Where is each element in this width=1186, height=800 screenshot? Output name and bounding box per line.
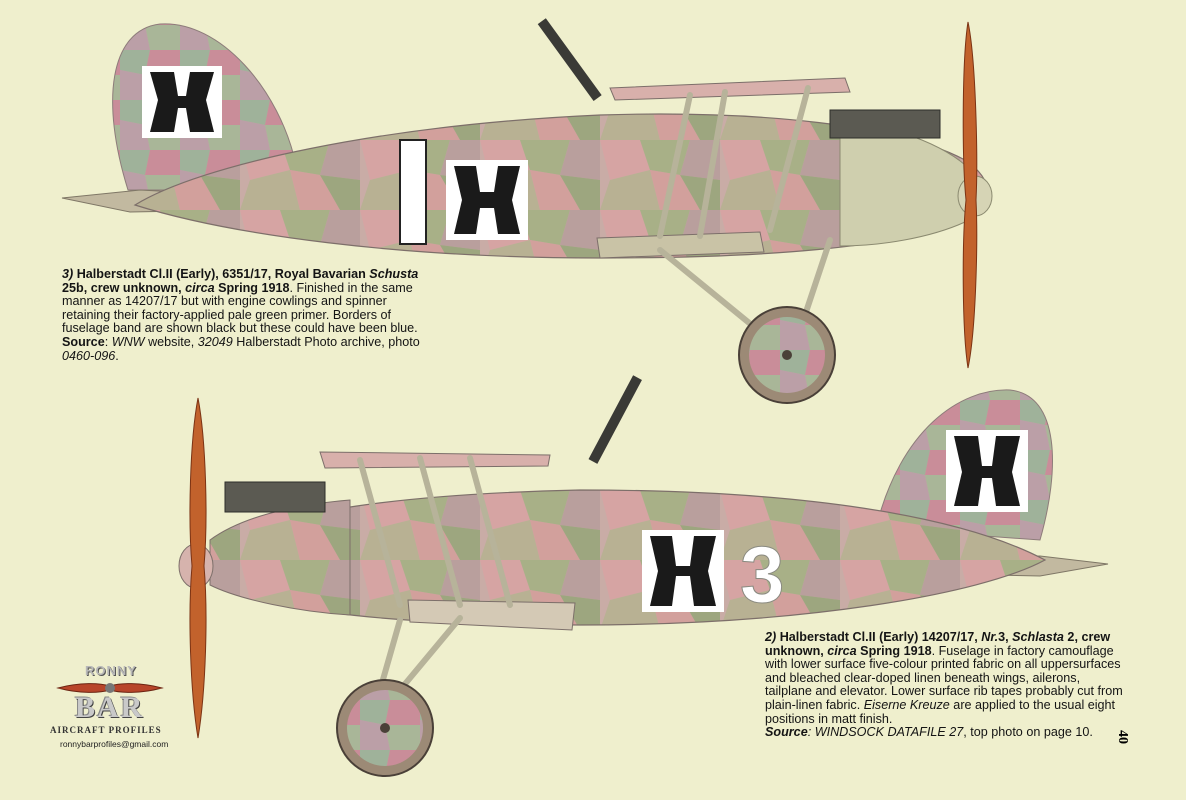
page-number: 40: [1115, 730, 1130, 744]
caption-top-number: 3): [62, 267, 74, 281]
caption-top-source: Source: WNW website, 32049 Halberstadt Photo archive, photo 0460-096.: [62, 334, 420, 363]
logo-bar: BAR: [75, 691, 145, 724]
ronny-bar-logo: [50, 663, 180, 753]
caption-top: 3) Halberstadt Cl.II (Early), 6351/17, Royal Bavarian Schusta 25b, crew unknown, circa Spring 1918. Finished in the same manner as 14207/17 but with engine cowlings and spinner retaining their factory-applied pale green primer. Borders of fuselage band are shown black but these could have been blue. Source: WNW website, 32049 Halberstadt Photo archive, photo 0460-096.: [62, 268, 422, 363]
top-tail-cross: [142, 66, 222, 138]
bottom-tail-cross: [946, 430, 1028, 512]
bottom-wheel: [337, 680, 433, 776]
top-fuselage-cross: [446, 160, 528, 240]
bottom-fuselage-cross: [642, 530, 724, 612]
logo-ronny: RONNY: [85, 663, 137, 678]
caption-bottom-source: Source: WINDSOCK DATAFILE 27, top photo on page 10.: [765, 725, 1093, 740]
caption-bottom: 2) Halberstadt Cl.II (Early) 14207/17, Nr.3, Schlasta 2, crew unknown, circa Spring 1918. Fuselage in factory camouflage with lower surface five-colour printed fabric on all uppersurfaces and bleached clear-doped linen beneath wings, ailerons, tailplane and elevator. Lower surface rib tapes probably cut from plain-linen fabric. Eiserne Kreuze are applied to the usual eight positions in matt finish. Source: WINDSOCK DATAFILE 27, top photo on page 10.: [765, 631, 1125, 740]
caption-top-body: . Finished in the same manner as 14207/17 but with engine cowlings and spinner retaining their factory-applied pale green primer. Borders of fuselage band are shown black but these could have been blue.: [62, 280, 418, 336]
logo-email: ronnybarprofiles@gmail.com: [60, 739, 169, 749]
caption-bottom-number: 2): [765, 630, 777, 644]
aircraft-number-marking: 3: [740, 530, 785, 619]
top-wheel: [739, 307, 835, 403]
logo-subtitle: AIRCRAFT PROFILES: [50, 725, 162, 735]
